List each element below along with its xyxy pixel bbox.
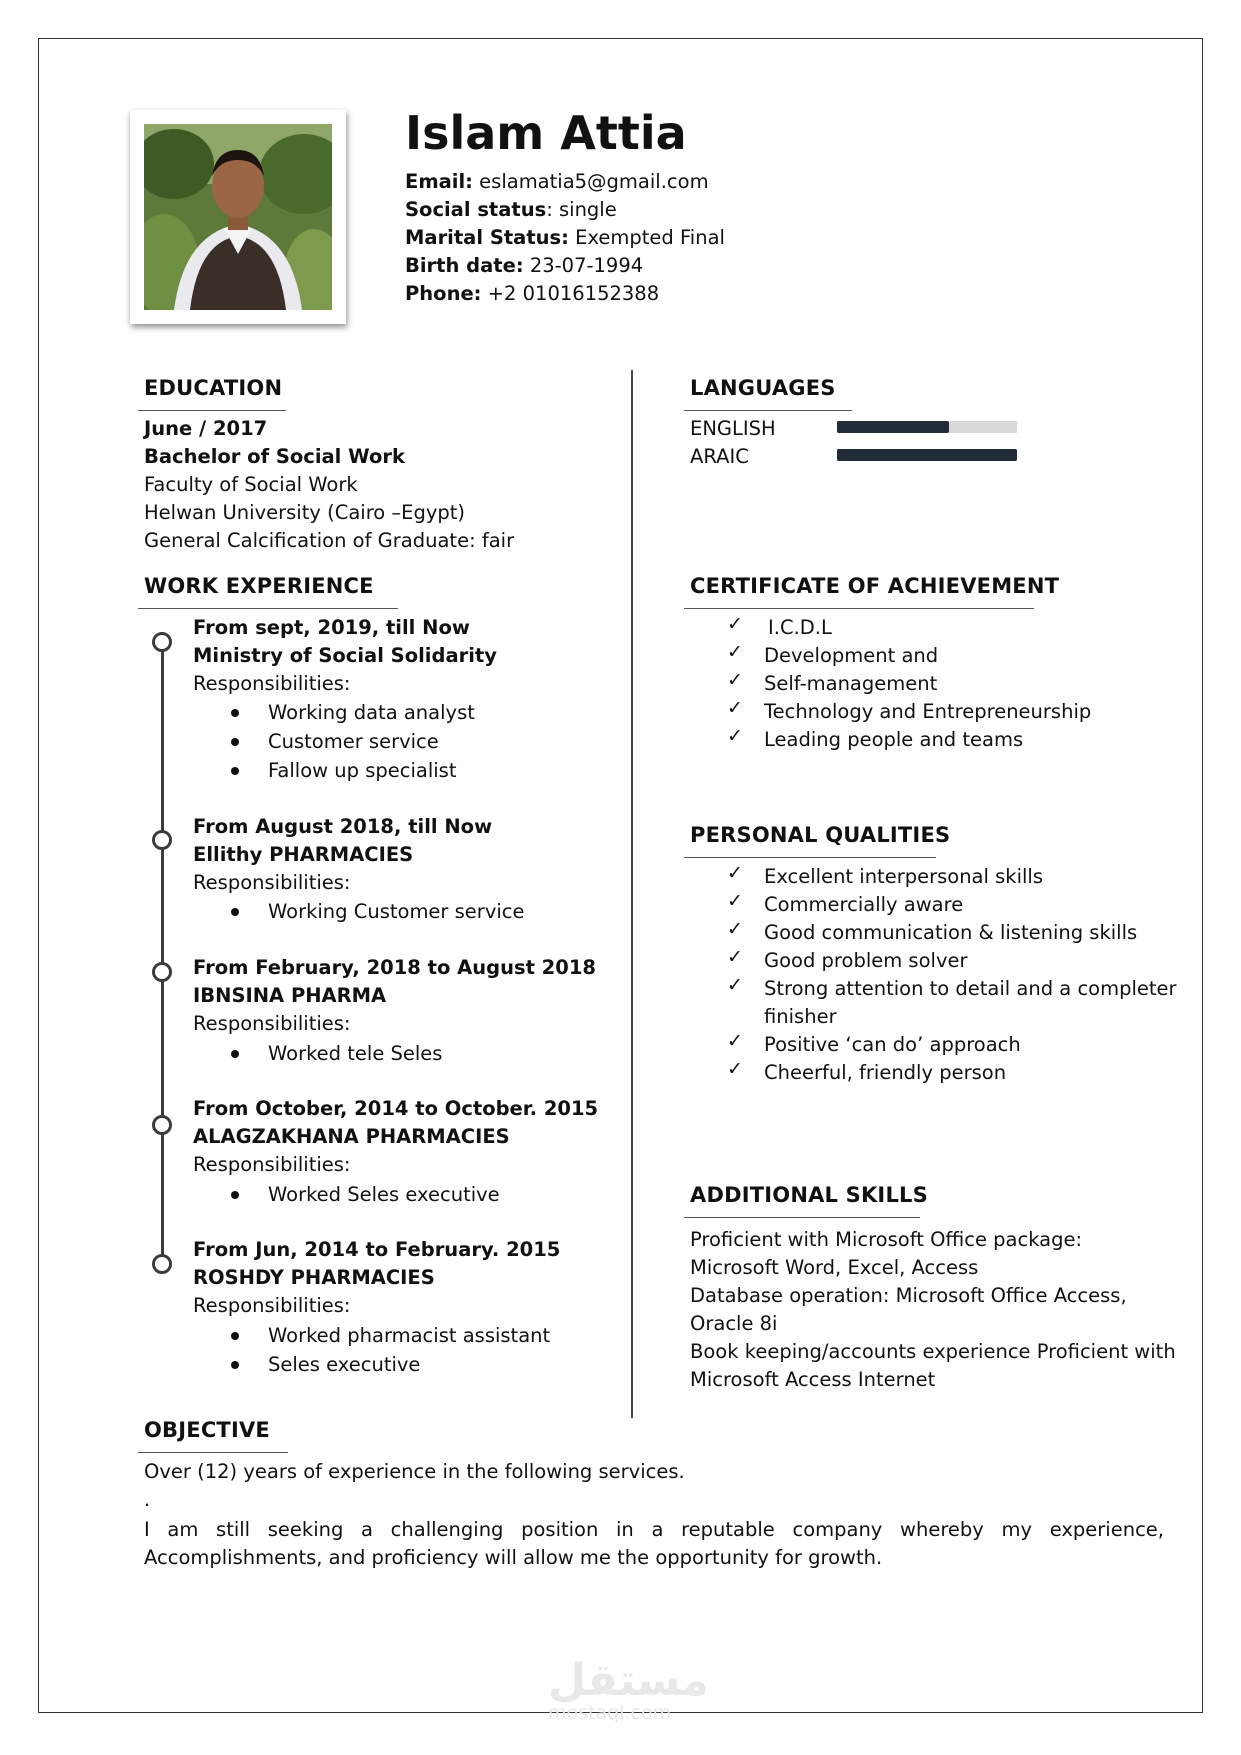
education-degree: Bachelor of Social Work — [144, 445, 405, 468]
job-company: Ellithy PHARMACIES — [193, 843, 414, 866]
bullet-icon — [231, 1191, 239, 1199]
check-icon: ✓ — [727, 890, 743, 912]
check-icon: ✓ — [727, 862, 743, 884]
timeline-dot-icon — [152, 1115, 172, 1135]
job-period: From August 2018, till Now — [193, 815, 493, 838]
check-icon: ✓ — [727, 918, 743, 940]
certificates-rule — [684, 608, 1034, 609]
education-rule — [138, 410, 286, 411]
quality-item: Cheerful, friendly person — [764, 1061, 1007, 1084]
education-line: General Calcification of Graduate: fair — [144, 529, 515, 552]
additional-skills-title: ADDITIONAL SKILLS — [690, 1183, 928, 1207]
bullet-icon — [231, 1332, 239, 1340]
quality-item: Good problem solver — [764, 949, 968, 972]
job-period: From October, 2014 to October. 2015 — [193, 1097, 599, 1120]
bullet-icon — [231, 709, 239, 717]
language-name: ENGLISH — [690, 417, 776, 440]
education-date: June / 2017 — [144, 417, 268, 440]
job-company: ROSHDY PHARMACIES — [193, 1266, 435, 1289]
objective-rule — [138, 1452, 288, 1453]
email-line: Email: eslamatia5@gmail.com — [405, 170, 709, 193]
marital-status-line: Marital Status: Exempted Final — [405, 226, 725, 249]
quality-item: Strong attention to detail and a completer — [764, 977, 1177, 1000]
skill-line: Database operation: Microsoft Office Access, — [690, 1284, 1127, 1307]
job-period: From February, 2018 to August 2018 — [193, 956, 596, 979]
objective-title: OBJECTIVE — [144, 1418, 270, 1442]
objective-paragraph: I am still seeking a challenging position in a reputable company whereby my experience, Accomplishments, and proficiency will allow me the opportunity for growth. — [144, 1518, 1164, 1569]
bullet-icon — [231, 767, 239, 775]
quality-item: Excellent interpersonal skills — [764, 865, 1043, 888]
job-company: IBNSINA PHARMA — [193, 984, 387, 1007]
job-item: Working data analyst — [268, 701, 475, 724]
bullet-icon — [231, 1361, 239, 1369]
job-responsibilities-label: Responsibilities: — [193, 871, 351, 894]
language-name: ARAIC — [690, 445, 749, 468]
check-icon: ✓ — [727, 946, 743, 968]
quality-item-continuation: finisher — [764, 1005, 837, 1028]
timeline-line — [161, 640, 164, 1270]
candidate-name: Islam Attia — [405, 106, 687, 160]
job-responsibilities-label: Responsibilities: — [193, 672, 351, 695]
job-company: Ministry of Social Solidarity — [193, 644, 497, 667]
job-item: Customer service — [268, 730, 439, 753]
job-item: Worked pharmacist assistant — [268, 1324, 551, 1347]
check-icon: ✓ — [727, 1030, 743, 1052]
job-company: ALAGZAKHANA PHARMACIES — [193, 1125, 510, 1148]
skill-line: Microsoft Access Internet — [690, 1368, 936, 1391]
timeline-dot-icon — [152, 962, 172, 982]
timeline-dot-icon — [152, 1254, 172, 1274]
job-item: Worked Seles executive — [268, 1183, 500, 1206]
language-level-bar — [837, 421, 949, 433]
check-icon: ✓ — [727, 613, 743, 635]
column-divider — [631, 370, 633, 1418]
job-responsibilities-label: Responsibilities: — [193, 1012, 351, 1035]
personal-qualities-title: PERSONAL QUALITIES — [690, 823, 951, 847]
quality-item: Positive ‘can do’ approach — [764, 1033, 1021, 1056]
check-icon: ✓ — [727, 1058, 743, 1080]
profile-photo — [130, 110, 346, 324]
education-title: EDUCATION — [144, 376, 283, 400]
languages-title: LANGUAGES — [690, 376, 836, 400]
social-status-line: Social status: single — [405, 198, 617, 221]
objective-line: Over (12) years of experience in the following services. — [144, 1460, 685, 1483]
job-item: Worked tele Seles — [268, 1042, 443, 1065]
personal-qualities-rule — [684, 857, 936, 858]
job-responsibilities-label: Responsibilities: — [193, 1153, 351, 1176]
job-period: From sept, 2019, till Now — [193, 616, 470, 639]
timeline-dot-icon — [152, 830, 172, 850]
certificate-item: Self-management — [764, 672, 938, 695]
quality-item: Good communication & listening skills — [764, 921, 1138, 944]
education-line: Faculty of Social Work — [144, 473, 358, 496]
check-icon: ✓ — [727, 641, 743, 663]
bullet-icon — [231, 738, 239, 746]
certificate-item: Technology and Entrepreneurship — [764, 700, 1092, 723]
watermark-url: mostaql.com — [548, 1702, 672, 1724]
additional-skills-rule — [684, 1217, 920, 1218]
job-item: Working Customer service — [268, 900, 525, 923]
certificate-item: Development and — [764, 644, 939, 667]
skill-line: Book keeping/accounts experience Proficient with — [690, 1340, 1176, 1363]
quality-item: Commercially aware — [764, 893, 964, 916]
language-level-bar — [837, 449, 1017, 461]
birth-date-line: Birth date: 23-07-1994 — [405, 254, 644, 277]
skill-line: Microsoft Word, Excel, Access — [690, 1256, 979, 1279]
watermark-logo: مستقل — [548, 1655, 709, 1706]
job-item: Fallow up specialist — [268, 759, 457, 782]
certificate-item: Leading people and teams — [764, 728, 1024, 751]
skill-line: Oracle 8i — [690, 1312, 778, 1335]
profile-photo-image — [144, 124, 332, 310]
objective-dot-line: . — [144, 1488, 151, 1511]
check-icon: ✓ — [727, 974, 743, 996]
check-icon: ✓ — [727, 725, 743, 747]
bullet-icon — [231, 908, 239, 916]
languages-rule — [684, 410, 852, 411]
certificates-title: CERTIFICATE OF ACHIEVEMENT — [690, 574, 1060, 598]
skill-line: Proficient with Microsoft Office package: — [690, 1228, 1083, 1251]
check-icon: ✓ — [727, 697, 743, 719]
work-experience-rule — [138, 608, 398, 609]
check-icon: ✓ — [727, 669, 743, 691]
job-period: From Jun, 2014 to February. 2015 — [193, 1238, 561, 1261]
education-line: Helwan University (Cairo –Egypt) — [144, 501, 466, 524]
job-responsibilities-label: Responsibilities: — [193, 1294, 351, 1317]
bullet-icon — [231, 1050, 239, 1058]
certificate-item: I.C.D.L — [768, 616, 832, 639]
timeline-dot-icon — [152, 632, 172, 652]
job-item: Seles executive — [268, 1353, 421, 1376]
phone-line: Phone: +2 01016152388 — [405, 282, 660, 305]
work-experience-title: WORK EXPERIENCE — [144, 574, 374, 598]
